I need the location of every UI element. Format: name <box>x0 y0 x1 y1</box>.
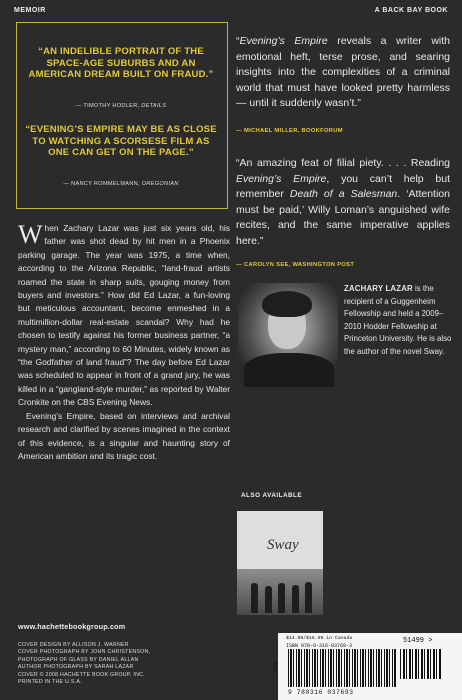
sway-cover-image <box>237 569 323 615</box>
ean-barcode <box>288 649 396 687</box>
barcode-label <box>271 633 462 700</box>
author-name: ZACHARY LAZAR <box>344 284 413 293</box>
review-quote-2: “An amazing feat of filial piety. . . . Reading Evening’s Empire, you can’t help but remember Death of a Salesman. ‘Attention must be paid,’ Willy Loman’s anguished wife recites, and the same imperative applies here.” <box>236 157 450 247</box>
praise-attribution-2 <box>24 181 218 187</box>
attribution-name: — NANCY ROMMELMANN, <box>63 181 142 187</box>
review-attribution-2: — CAROLYN SEE, WASHINGTON POST <box>236 262 355 268</box>
cover-credits: COVER DESIGN BY ALLISON J. WARNER COVER PHOTOGRAPH BY JOHN CHRISTENSON, PHOTOGRAPH OF GLASS BY DANIEL ALLAN AUTHOR PHOTOGRAPH BY SARAH LAZAR COVER © 2008 HACHETTE BOOK GROUP, INC. PRINTED IN THE U.S.A. <box>18 642 151 686</box>
sway-title: Sway <box>267 537 299 553</box>
author-photo <box>238 283 338 384</box>
book-description <box>18 222 230 463</box>
drop-cap: W <box>18 220 43 249</box>
sway-book-cover <box>237 511 323 615</box>
price-addon-code: 51499 > <box>403 637 433 645</box>
isbn-text: ISBN 978-0-316-03769-3 <box>286 643 353 649</box>
price-text: $14.99/$16.99 in Canada <box>286 636 353 641</box>
barcode-number: 9 780316 037693 <box>288 689 354 696</box>
attribution-name: — TIMOTHY HODLER, <box>75 103 142 109</box>
attribution-source: DETAILS <box>141 103 167 109</box>
description-paragraph-1: When Zachary Lazar was just six years old, his father was shot dead by hit men in a Phoenix parking garage. The year was 1975, a time when, according to the Arizona Republic, “land-fraud artists roamed the state in sharp suits, gouging money from buyers and investors.” How did Ed Lazar, a fun-loving but meticulous accountant, become enmeshed in a multimillion-dollar real-estate scandal? Why had he chosen to testify against his former business partner, “a mystery man,” according to 60 Minutes, widely known as “the Godfather of land fraud”? The day before Ed Lazar was scheduled to appear in front of a grand jury, he was killed in a “gangland-style murder,” as reported by Walter Cronkite on the CBS Evening News. <box>18 220 230 408</box>
review-attribution-1: — MICHAEL MILLER, BOOKFORUM <box>236 128 343 134</box>
genre-label: MEMOIR <box>14 7 46 14</box>
also-available-label: ALSO AVAILABLE <box>241 492 303 499</box>
addon-barcode <box>400 649 442 679</box>
praise-quote-1: “AN INDELIBLE PORTRAIT OF THE SPACE-AGE SUBURBS AND AN AMERICAN DREAM BUILT ON FRAUD.” <box>28 46 214 80</box>
review-quote-1: “Evening’s Empire reveals a writer with emotional heft, terse prose, and searing insights into the complexities of a criminal world that must have looked pretty harmless — until it suddenly wasn’t.” <box>236 35 450 109</box>
praise-attribution-1 <box>24 103 218 109</box>
attribution-source: OREGONIAN <box>141 181 179 187</box>
author-bio: ZACHARY LAZAR is the recipient of a Guggenheim Fellowship and held a 2009–2010 Hodder Fellowship at Princeton University. He is also the author of the novel Sway. <box>344 284 452 356</box>
praise-quote-2: “EVENING’S EMPIRE MAY BE AS CLOSE TO WATCHING A SCORSESE FILM AS ONE CAN GET ON THE PAGE.” <box>25 124 217 158</box>
ean-label: EAN <box>271 661 279 672</box>
publisher-imprint: A BACK BAY BOOK <box>374 7 448 14</box>
description-paragraph-2: Evening’s Empire, based on interviews and archival research and clarified by scenes imagined in the context of this evidence, is a singular and haunting story of American ambition and its tragic cost. <box>18 410 230 461</box>
publisher-website: www.hachettebookgroup.com <box>18 622 126 631</box>
